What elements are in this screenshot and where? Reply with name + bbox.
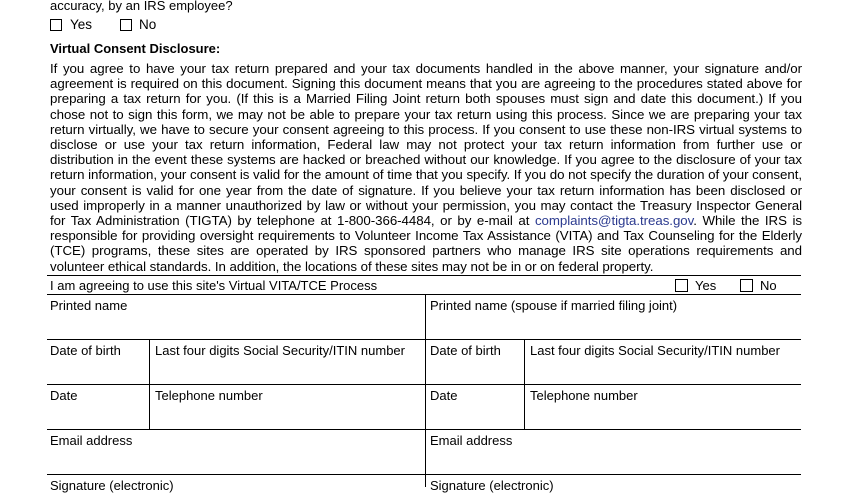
spouse-date-field[interactable]: Date (430, 388, 458, 403)
tigta-email-link[interactable]: complaints@tigta.treas.gov (534, 213, 694, 229)
no-checkbox[interactable] (120, 18, 132, 36)
divider (47, 294, 801, 295)
column-divider (524, 339, 525, 429)
printed-name-field[interactable]: Printed name (50, 298, 128, 313)
no-label: No (139, 17, 157, 32)
date-of-birth-field[interactable]: Date of birth (50, 343, 121, 358)
spouse-ssn-last-four-field[interactable]: Last four digits Social Security/ITIN number (530, 343, 780, 358)
agreement-yes-label: Yes (695, 278, 717, 293)
column-divider (149, 339, 150, 429)
signature-field[interactable]: Signature (electronic) (50, 478, 174, 493)
agreement-text: I am agreeing to use this site's Virtual VITA/TCE Process (50, 278, 378, 293)
spouse-signature-field[interactable]: Signature (electronic) (430, 478, 554, 493)
divider (47, 339, 801, 340)
date-field[interactable]: Date (50, 388, 78, 403)
telephone-field[interactable]: Telephone number (155, 388, 263, 403)
spouse-telephone-field[interactable]: Telephone number (530, 388, 638, 403)
email-field[interactable]: Email address (50, 433, 133, 448)
question-text: accuracy, by an IRS employee? (50, 0, 233, 13)
paragraph-part-1: If you agree to have your tax return prepared and your tax documents handled in the above manner, your signature and/or agreement is required on this document. Signing this document means that you are agreeing to the procedures stated above for preparing a tax return for you. (If this is a Married Filing Joint return both spouses must sign and date this document.) If you chose not to sign this form, we may not be able to prepare your tax return using this process. Since we are preparing your tax return virtually, we have to secure your consent agreeing to this process. If you consent to use these non-IRS virtual systems to disclose or use your tax return information, Federal law may not protect your tax return information from further use or distribution in the event these systems are hacked or breached without our knowledge. If you agree to the disclosure of your tax return information, your consent is valid for the amount of time that you specify. If you do not specify the duration of your consent, your consent is valid for one year from the date of signature. If you believe your tax return information has been disclosed or used improperly in a manner unauthorized by law or without your permission, you may contact the Treasury Inspector General for Tax Administration (TIGTA) by telephone at 1-800-366-4484, or by e-mail at (50, 61, 802, 229)
spouse-date-of-birth-field[interactable]: Date of birth (430, 343, 501, 358)
disclosure-paragraph (50, 61, 802, 274)
yes-checkbox[interactable] (50, 18, 62, 36)
divider (47, 429, 801, 430)
ssn-last-four-field[interactable]: Last four digits Social Security/ITIN number (155, 343, 405, 358)
divider (47, 474, 801, 475)
spouse-printed-name-field[interactable]: Printed name (spouse if married filing joint) (430, 298, 678, 313)
divider (47, 384, 801, 385)
paragraph-part-2: . While the IRS is responsible for providing oversight requirements to Volunteer Income Tax Assistance (VITA) and Tax Counseling for the Elderly (TCE) programs, these sites are operated by IRS sponsored partners who manage IRS site operations requirements and volunteer ethical standards. In addition, the locations of these sites may not be in or on federal property. (50, 213, 802, 274)
spouse-email-field[interactable]: Email address (430, 433, 513, 448)
section-heading: Virtual Consent Disclosure: (50, 41, 221, 56)
column-divider (425, 294, 426, 487)
yes-label: Yes (70, 17, 93, 32)
agreement-no-label: No (760, 278, 777, 293)
divider (47, 275, 801, 276)
